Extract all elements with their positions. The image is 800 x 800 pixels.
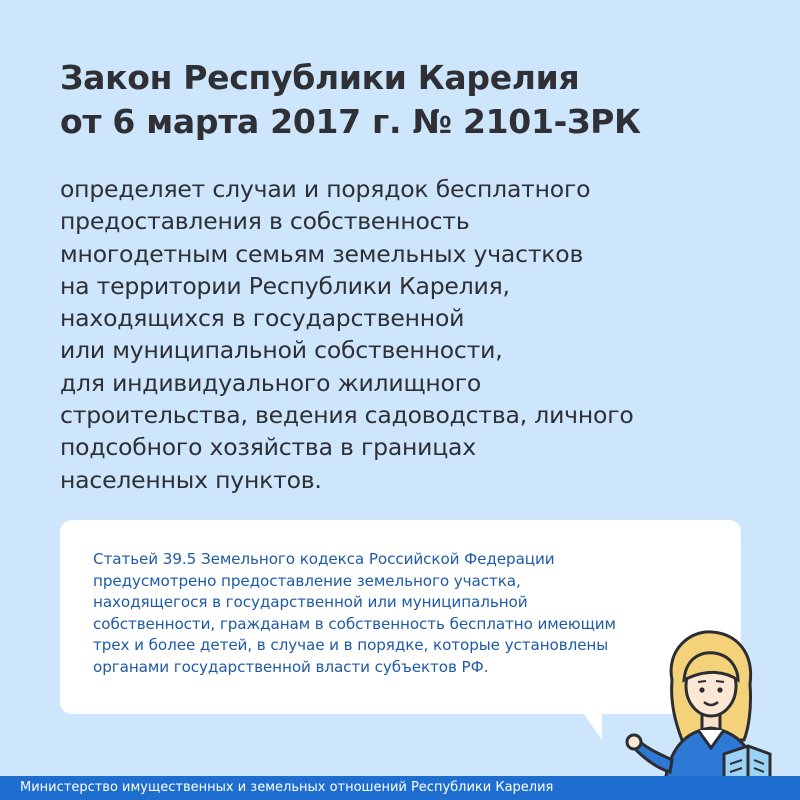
description-line: предоставления в собственность (60, 207, 470, 236)
note-line: Статьей 39.5 Земельного кодекса Российской Федерации (93, 550, 555, 568)
footer-text: Министерство имущественных и земельных отношений Республики Карелия (20, 780, 554, 795)
description-line: на территории Республики Карелия, (60, 271, 510, 300)
footer-bar (0, 776, 800, 800)
note-line: трех и более детей, в случае и в порядке, которые установлены (93, 636, 609, 655)
description-line: подсобного хозяйства в границах (60, 433, 476, 462)
description-line: находящихся в государственной (60, 304, 465, 333)
description-line: для индивидуального жилищного (60, 368, 482, 397)
description-line: населенных пунктов. (60, 465, 322, 494)
woman-reading-book-icon (620, 620, 800, 800)
description-line: определяет случаи и порядок бесплатного (60, 175, 591, 203)
title-line: Закон Республики Карелия (60, 58, 580, 97)
note-line: собственности, гражданам в собственность бесплатно имеющим (93, 614, 616, 633)
description-line: многодетным семьям земельных участков (60, 239, 584, 268)
description-line: или муниципальной собственности, (60, 336, 503, 365)
description-line: строительства, ведения садоводства, личного (60, 401, 634, 430)
note-line: органами государственной власти субъектов РФ. (93, 657, 489, 676)
note-line: находящегося в государственной или муниципальной (93, 593, 528, 612)
note-text (93, 549, 693, 679)
note-line: предусмотрено предоставление земельного участка, (93, 571, 521, 590)
title-line: от 6 марта 2017 г. № 2101-ЗРК (60, 102, 641, 141)
page-title (60, 56, 760, 144)
speech-bubble-tail (574, 700, 602, 740)
law-description (60, 173, 760, 496)
